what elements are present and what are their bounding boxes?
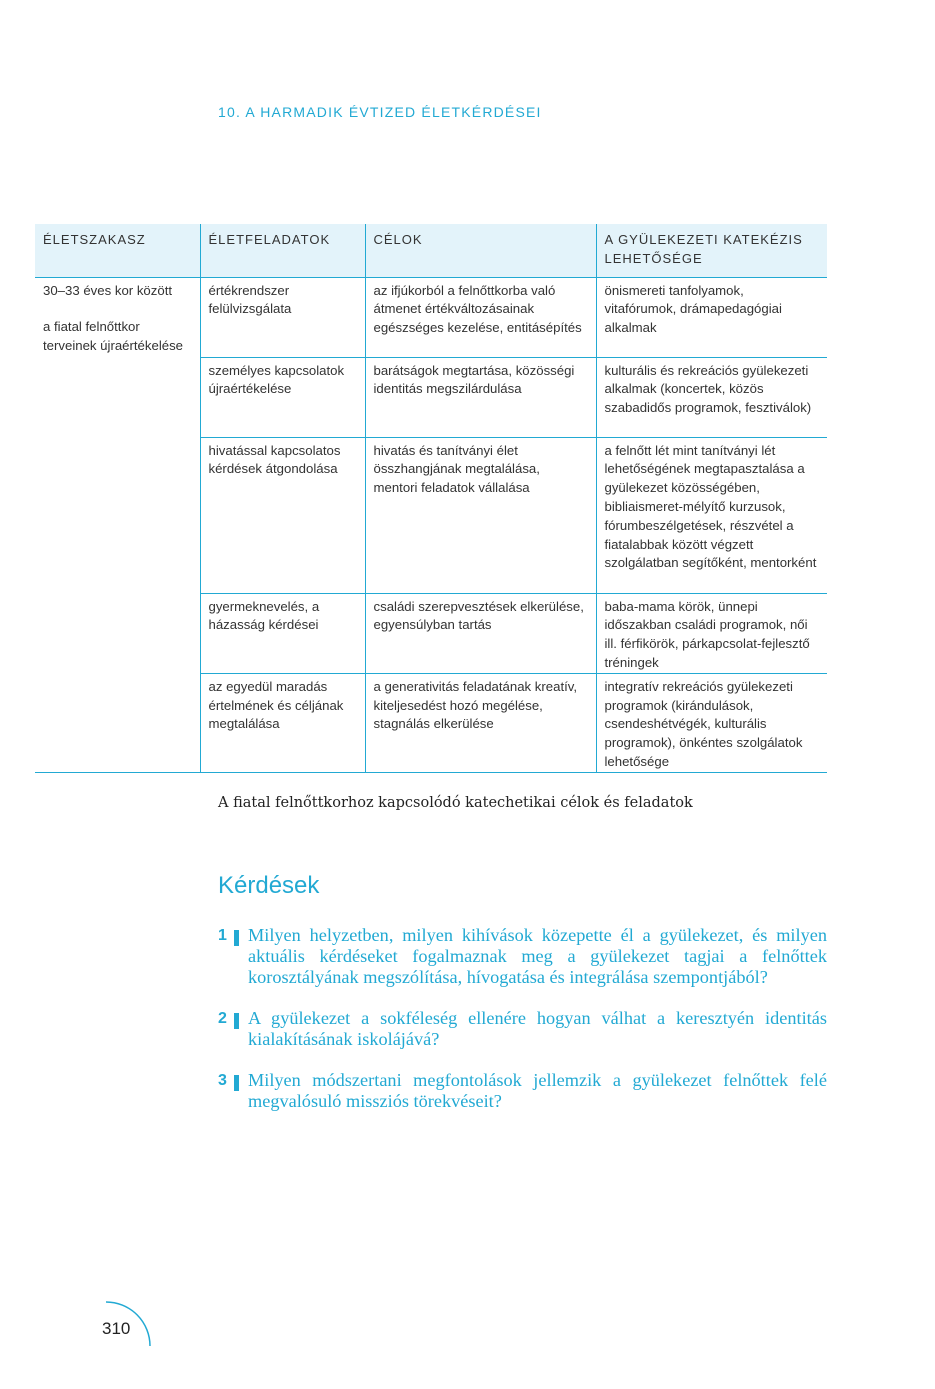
stage-description: a fiatal felnőttkor terveinek újraértékelése [43,319,184,354]
catechesis-table [35,224,827,773]
goal-cell: a generativitás feladatának kreatív, kiteljesedést hozó megélése, stagnálás elkerülése [365,673,596,772]
question-marker-bar [234,1013,239,1029]
table-caption: A fiatal felnőttkorhoz kapcsolódó katechetikai célok és feladatok [218,795,693,811]
possibility-cell: a felnőtt lét mint tanítványi lét lehetőségének megtapasztalása a gyülekezet közösségében, bibliaismeret-mélyítő kurzusok, fórumbeszélgetések, részvétel a fiatalabbak között végzett szolgálatban segítőként, mentorként [596,437,827,593]
page-number: 310 [102,1319,131,1338]
stage-cell [35,277,200,772]
header-possibility: A GYÜLEKEZETI KATEKÉZIS LEHETŐSÉGE [596,224,827,277]
question-marker-bar [234,930,239,946]
question-number: 1 [218,927,227,944]
possibility-cell: kulturális és rekreációs gyülekezeti alkalmak (koncertek, közös szabadidős programok, fesztiválok) [596,357,827,437]
questions-heading: Kérdések [218,872,320,899]
header-tasks: ÉLETFELADATOK [200,224,365,277]
task-cell: személyes kapcsolatok újraértékelése [200,357,365,437]
table-row [35,277,827,357]
question-text: Milyen módszertani megfontolások jellemzik a gyülekezet felnőttek felé megvalósuló missziós törekvéseit? [248,1070,827,1111]
question-item [218,925,827,988]
header-stage: ÉLETSZAKASZ [35,224,200,277]
question-item [218,1070,827,1112]
questions-list [218,925,827,1132]
task-cell: gyermeknevelés, a házasság kérdései [200,593,365,673]
header-goals: CÉLOK [365,224,596,277]
task-cell: értékrendszer felülvizsgálata [200,277,365,357]
possibility-cell: önismereti tanfolyamok, vitafórumok, drámapedagógiai alkalmak [596,277,827,357]
task-cell: az egyedül maradás értelmének és céljának megtalálása [200,673,365,772]
possibility-cell: integratív rekreációs gyülekezeti programok (kirándulások, csendeshétvégék, kulturális programok), önkéntes szolgálatok lehetősége [596,673,827,772]
possibility-cell: baba-mama körök, ünnepi időszakban családi programok, női ill. férfikörök, párkapcsolat-fejlesztő tréningek [596,593,827,673]
question-number: 2 [218,1010,227,1027]
task-cell: hivatással kapcsolatos kérdések átgondolása [200,437,365,593]
question-text: Milyen helyzetben, milyen kihívások közepette él a gyülekezet, és milyen aktuális kérdéseket fogalmaznak meg a gyülekezet tagjai a felnőttek korosztályának megszólítása, hívogatása és integrálása szempontjából? [248,925,827,987]
table-header-row [35,224,827,277]
goal-cell: családi szerepvesztések elkerülése, egyensúlyban tartás [365,593,596,673]
question-marker-bar [234,1075,239,1091]
goal-cell: az ifjúkorból a felnőttkorba való átmenet értékváltozásainak egészséges kezelése, entitásépítés [365,277,596,357]
question-number: 3 [218,1072,227,1089]
goal-cell: hivatás és tanítványi élet összhangjának megtalálása, mentori feladatok vállalása [365,437,596,593]
goal-cell: barátságok megtartása, közösségi identitás megszilárdulása [365,357,596,437]
question-text: A gyülekezet a sokféleség ellenére hogyan válhat a keresztyén identitás kialakításának iskolájává? [248,1008,827,1049]
chapter-title: 10. A HARMADIK ÉVTIZED ÉLETKÉRDÉSEI [218,104,542,120]
question-item [218,1008,827,1050]
stage-age: 30–33 éves kor között [43,282,173,298]
